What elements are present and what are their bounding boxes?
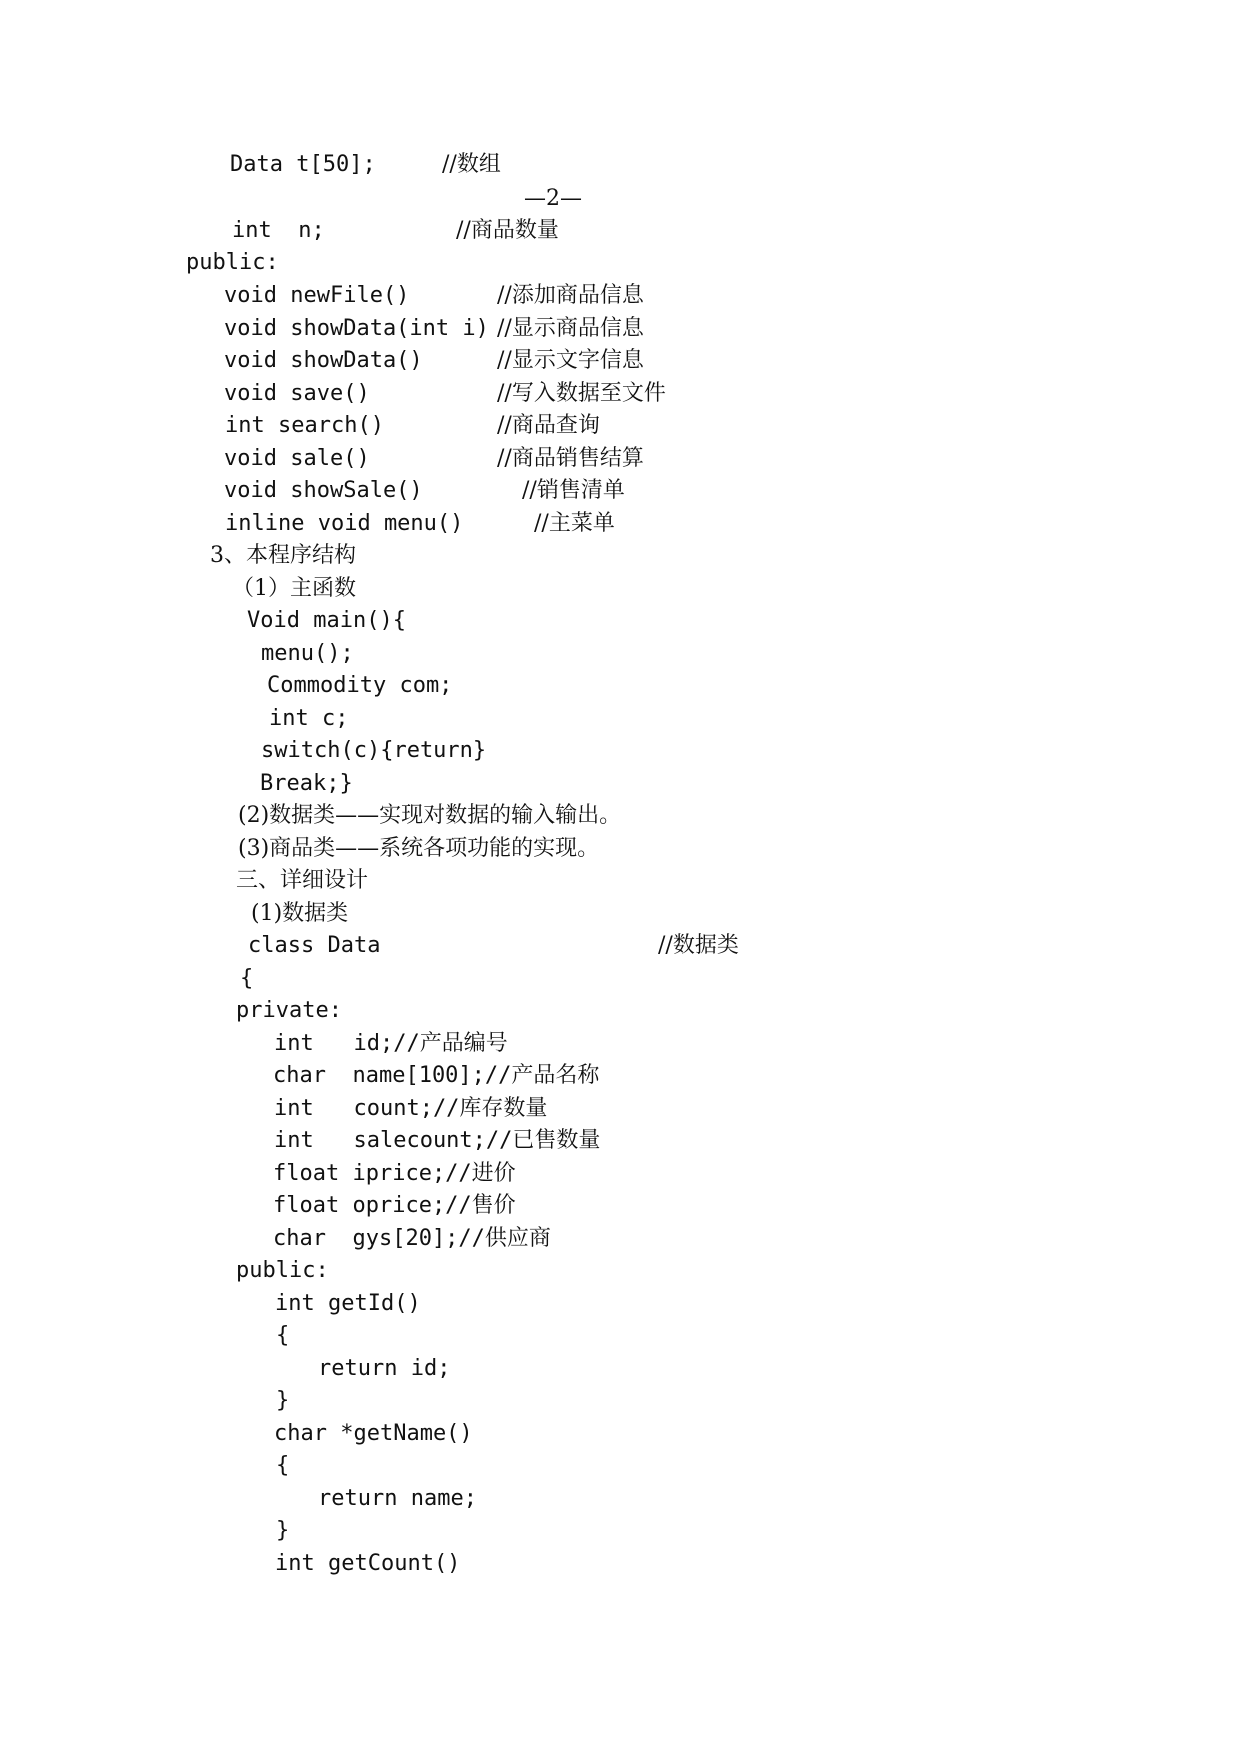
comment-text: //数据类 <box>658 933 739 958</box>
comment-text: //主菜单 <box>534 511 615 536</box>
code-comment <box>658 933 739 959</box>
code-line <box>232 218 325 244</box>
code-text: { <box>276 1323 290 1348</box>
code-line <box>269 706 348 732</box>
code-text: private: <box>236 998 342 1023</box>
code-line <box>274 1031 508 1057</box>
comment-text: //销售清单 <box>522 478 625 503</box>
code-text: Void main(){ <box>247 608 406 633</box>
code-text: Commodity com; <box>267 673 453 698</box>
paragraph <box>238 803 621 829</box>
section-heading <box>236 868 368 894</box>
code-line <box>247 608 406 634</box>
section-heading <box>210 543 356 569</box>
code-line <box>186 250 279 276</box>
code-line <box>224 316 489 342</box>
code-line <box>273 1193 516 1219</box>
code-line <box>224 478 423 504</box>
code-comment <box>497 413 600 439</box>
code-text: return id; <box>318 1356 451 1381</box>
code-comment <box>456 218 559 244</box>
code-text: } <box>276 1518 290 1543</box>
code-line <box>318 1356 450 1382</box>
code-line <box>275 1551 460 1577</box>
code-text: int getId() <box>275 1291 421 1316</box>
code-comment <box>522 478 625 504</box>
code-text: { <box>276 1453 290 1478</box>
code-line <box>236 1258 329 1284</box>
code-line <box>274 1128 600 1154</box>
subsection-heading <box>251 901 348 927</box>
subsection-heading <box>232 576 356 602</box>
paragraph <box>238 836 599 862</box>
code-text: { <box>240 966 254 991</box>
code-text: Break;} <box>260 771 353 796</box>
paragraph-text: (3)商品类——系统各项功能的实现。 <box>238 836 600 861</box>
code-line <box>318 1486 477 1512</box>
code-text: void newFile() <box>224 283 410 308</box>
code-comment <box>497 446 644 472</box>
code-line <box>273 1161 516 1187</box>
code-line <box>225 413 384 439</box>
code-comment <box>497 381 666 407</box>
code-comment <box>534 511 615 537</box>
code-line <box>224 348 423 374</box>
code-text: int salecount;//已售数量 <box>274 1128 601 1153</box>
code-line <box>224 283 409 309</box>
code-text: void showData(int i) <box>224 316 489 341</box>
code-line <box>276 1518 289 1544</box>
code-line <box>273 1226 551 1252</box>
page-number-text: —2— <box>524 186 582 211</box>
comment-text: //数组 <box>442 152 501 177</box>
code-line <box>275 1291 421 1317</box>
code-line <box>248 933 380 959</box>
code-line <box>230 152 376 178</box>
page-number <box>524 186 582 212</box>
code-comment <box>442 152 501 178</box>
comment-text: //商品查询 <box>497 413 600 438</box>
code-text: public: <box>236 1258 329 1283</box>
code-line <box>236 998 342 1024</box>
code-text: switch(c){return} <box>261 738 487 763</box>
code-line <box>224 446 370 472</box>
code-text: Data t[50]; <box>230 152 376 177</box>
code-line <box>267 673 452 699</box>
code-text: int n; <box>232 218 325 243</box>
code-text: return name; <box>318 1486 477 1511</box>
code-line <box>240 966 253 992</box>
code-text: int id;//产品编号 <box>274 1031 508 1056</box>
code-text: void showData() <box>224 348 423 373</box>
comment-text: //显示商品信息 <box>497 316 644 341</box>
code-text: menu(); <box>261 641 354 666</box>
code-text: float iprice;//进价 <box>273 1161 516 1186</box>
code-text: inline void menu() <box>225 511 464 536</box>
code-comment <box>497 348 644 374</box>
code-line <box>274 1421 473 1447</box>
comment-text: //显示文字信息 <box>497 348 644 373</box>
code-text: void save() <box>224 381 370 406</box>
comment-text: //添加商品信息 <box>497 283 644 308</box>
code-text: int search() <box>225 413 384 438</box>
code-text: char name[100];//产品名称 <box>273 1063 600 1088</box>
paragraph-text: (2)数据类——实现对数据的输入输出。 <box>238 803 622 828</box>
heading-text: 3、本程序结构 <box>210 543 356 568</box>
code-comment <box>497 316 644 342</box>
code-line <box>224 381 370 407</box>
code-line <box>276 1453 289 1479</box>
code-comment <box>497 283 644 309</box>
code-text: char gys[20];//供应商 <box>273 1226 551 1251</box>
code-text: public: <box>186 250 279 275</box>
code-line <box>225 511 463 537</box>
code-text: int count;//库存数量 <box>274 1096 548 1121</box>
code-text: class Data <box>248 933 381 958</box>
code-line <box>274 1096 547 1122</box>
code-text: char *getName() <box>274 1421 473 1446</box>
code-text: void showSale() <box>224 478 423 503</box>
code-line <box>276 1323 289 1349</box>
code-line <box>261 641 354 667</box>
code-text: void sale() <box>224 446 370 471</box>
code-line <box>260 771 353 797</box>
code-line <box>261 738 486 764</box>
code-text: float oprice;//售价 <box>273 1193 516 1218</box>
comment-text: //商品销售结算 <box>497 446 644 471</box>
heading-text: 三、详细设计 <box>236 868 369 893</box>
heading-text: (1)数据类 <box>251 901 349 926</box>
heading-text: （1）主函数 <box>232 576 356 601</box>
code-line <box>273 1063 599 1089</box>
code-text: int c; <box>269 706 349 731</box>
code-text: int getCount() <box>275 1551 461 1576</box>
code-text: } <box>276 1388 290 1413</box>
comment-text: //写入数据至文件 <box>497 381 666 406</box>
comment-text: //商品数量 <box>456 218 559 243</box>
code-line <box>276 1388 289 1414</box>
